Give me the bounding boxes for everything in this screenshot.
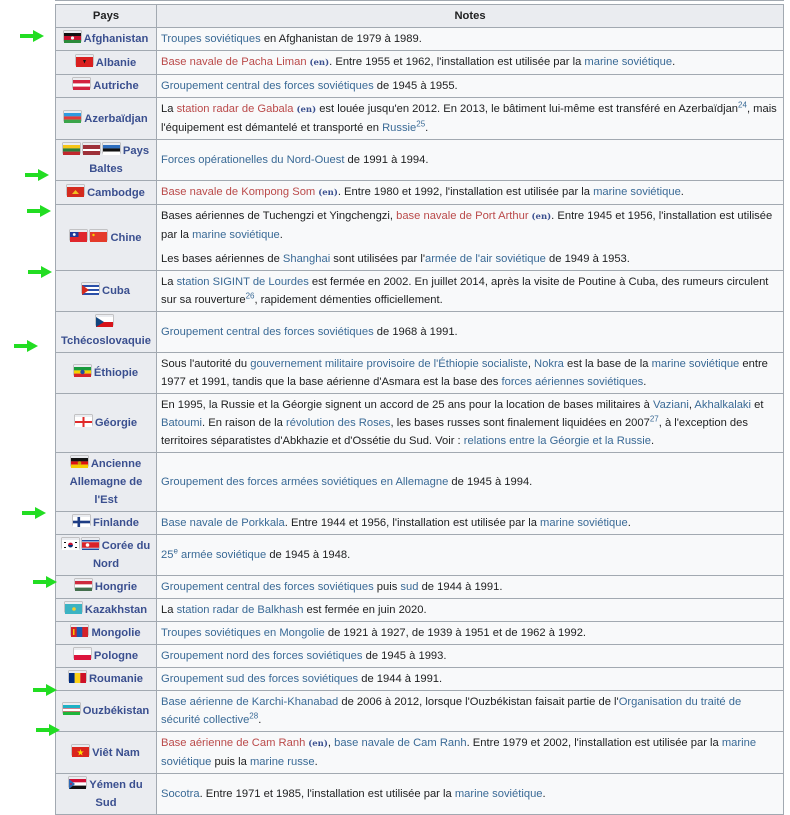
taiwan-flag-icon [70,230,87,240]
column-header-notes[interactable]: Notes [157,5,784,28]
table-row [56,668,784,691]
poland-flag-icon [74,648,91,658]
wiki-link[interactable]: sud [400,581,419,593]
missing-page-link[interactable]: Base navale de Kompong Som [161,186,316,198]
country-cell [56,51,157,75]
green-arrow-icon [20,30,46,42]
interlanguage-en-link[interactable]: (en) [306,58,330,68]
wiki-link[interactable]: Forces opérationelles du Nord-Ouest [161,154,345,166]
country-link[interactable]: Yémen du Sud [89,779,143,809]
country-cell [56,691,157,732]
notes-text: , rapidement démenties officiellement. [254,294,443,306]
azerbaijan-flag-icon [64,111,81,121]
notes-cell [157,205,784,271]
notes-paragraph [161,100,779,137]
country-cell [56,353,157,394]
country-link[interactable]: Corée du Nord [92,540,151,570]
notes-text: est fermée en 2002. En juillet 2014, après la visite de Poutine à Cuba, des rumeurs circulent sur sa rouverture [161,276,769,306]
wiki-link[interactable]: marine soviétique [651,358,740,370]
notes-paragraph [161,207,779,244]
wiki-link[interactable]: Base navale de Porkkala [161,517,285,529]
notes-cell [157,353,784,394]
wiki-link[interactable]: forces aériennes soviétiques [501,376,644,388]
country-cell [56,732,157,774]
missing-page-link[interactable]: Base aérienne de Cam Ranh [161,737,306,749]
table-row [56,622,784,645]
reference-superscript[interactable]: e [173,546,178,556]
south-yemen-flag-icon [69,777,86,787]
notes-text: en Afghanistan de 1979 à 1989. [260,33,422,45]
country-link[interactable]: Autriche [93,80,139,92]
notes-text: , à l'exception des territoires séparatistes d'Abkhazie et d'Ossétie du Sud. Voir : [161,417,748,447]
cambodia-flag-icon [67,185,84,195]
wiki-link[interactable]: Groupement central des forces soviétiques [161,581,374,593]
albania-flag-icon [76,55,93,65]
north-korea-flag-icon [82,538,99,548]
notes-paragraph [161,734,779,771]
column-header-pays[interactable]: Pays [56,5,157,28]
notes-text: . Entre 1979 et 2002, l'installation est utilisée par la [466,737,722,749]
wiki-link[interactable]: station SIGINT de Lourdes [176,276,309,288]
wiki-link[interactable]: marine soviétique [161,737,757,768]
notes-text: . Entre 1971 et 1985, l'installation est utilisée par la [199,788,455,800]
notes-paragraph [161,785,779,803]
country-cell [56,181,157,205]
country-link[interactable]: Afghanistan [83,33,149,45]
interlanguage-en-link[interactable]: (en) [315,188,338,198]
reference-superscript[interactable]: 24 [738,100,747,110]
notes-paragraph [161,546,779,564]
georgia-flag-icon [75,415,92,425]
wiki-link[interactable]: Socotra [161,788,200,800]
notes-paragraph [161,670,779,688]
notes-cell [157,181,784,205]
country-link[interactable]: Roumanie [88,673,144,685]
estonia-flag-icon [103,143,120,153]
notes-text: de 1968 à 1991. [373,326,458,338]
wiki-link[interactable]: Nokra [534,358,564,370]
country-cell [56,576,157,599]
notes-cell [157,140,784,181]
country-cell [56,98,157,140]
wiki-link[interactable]: armée soviétique [177,549,267,561]
wiki-link[interactable]: Groupement des forces armées soviétiques en Allemagne [161,476,449,488]
notes-text: et [751,399,764,411]
missing-page-link[interactable]: base navale de Port Arthur [396,210,529,222]
notes-paragraph [161,514,779,532]
notes-text: . [314,756,318,768]
romania-flag-icon [69,671,86,681]
wiki-link[interactable]: Troupes soviétiques [161,33,261,45]
notes-text: . Entre 1945 et 1956, l'installation est utilisée par la [161,210,773,241]
notes-text: , [327,737,335,749]
latvia-flag-icon [83,143,100,153]
wiki-link[interactable]: marine soviétique [593,186,681,198]
notes-cell [157,512,784,535]
country-cell [56,599,157,622]
country-cell [56,453,157,512]
wiki-link[interactable]: révolution des Roses [286,417,391,429]
notes-text: . [258,714,262,726]
notes-paragraph [161,647,779,665]
country-cell [56,140,157,181]
notes-cell [157,28,784,51]
notes-text: sont utilisées par l' [330,253,425,265]
table-row [56,774,784,815]
south-korea-flag-icon [62,538,79,548]
country-cell [56,312,157,353]
interlanguage-en-link[interactable]: (en) [293,105,317,115]
hungary-flag-icon [75,579,92,589]
table-row [56,75,784,98]
notes-paragraph [161,693,779,729]
notes-cell [157,774,784,815]
ethiopia-flag-icon [74,365,91,375]
notes-text: La [161,276,177,288]
green-arrow-icon [36,724,62,736]
reference-superscript[interactable]: 26 [245,291,255,301]
wiki-link[interactable]: Base aérienne de Karchi-Khanabad [161,696,339,708]
cuba-flag-icon [82,283,99,293]
soviet-bases-table [55,4,784,815]
table-row [56,732,784,774]
notes-text: de 2006 à 2012, lorsque l'Ouzbékistan faisait partie de l' [338,696,619,708]
table-row [56,535,784,576]
notes-paragraph [161,601,779,619]
notes-text: puis la [211,756,250,768]
notes-paragraph [161,624,779,642]
notes-paragraph [161,323,779,341]
header-row [56,5,784,28]
table-row [56,271,784,312]
finland-flag-icon [73,515,90,525]
table-row [56,645,784,668]
wiki-link[interactable]: Shanghai [282,253,331,265]
country-link[interactable]: Finlande [93,517,139,529]
notes-text: La [161,103,177,115]
reference-superscript[interactable]: 28 [249,711,259,721]
notes-paragraph [161,53,779,72]
green-arrow-icon [33,576,59,588]
wiki-link[interactable]: marine russe [249,756,315,768]
country-link[interactable]: Viêt Nam [92,746,140,759]
notes-text: Sous l'autorité du [161,358,251,370]
notes-text: est louée jusqu'en 2012. En 2013, le bâtiment lui-même est transféré en Azerbaïdjan [316,103,739,115]
table-row [56,28,784,51]
country-cell [56,271,157,312]
notes-text: . [643,376,647,388]
notes-text: . [425,122,429,134]
notes-text: . [650,435,655,447]
green-arrow-icon [27,205,53,217]
wiki-link[interactable]: marine soviétique [192,229,280,241]
country-link[interactable]: Cambodge [87,186,145,199]
country-link[interactable]: Azerbaïdjan [84,112,148,125]
uzbekistan-flag-icon [63,703,80,713]
country-link[interactable]: Pologne [93,650,139,662]
green-arrow-icon [25,169,51,181]
wiki-link[interactable]: Groupement nord des forces soviétiques [161,650,363,662]
notes-text: . [680,186,684,198]
notes-paragraph [161,250,779,268]
kazakhstan-flag-icon [65,602,82,612]
notes-text: est la base de la [563,358,652,370]
notes-text: de 1945 à 1994. [448,476,533,488]
country-cell [56,28,157,51]
gdr-flag-icon [71,456,88,466]
notes-text: , [688,399,695,411]
wiki-link[interactable]: base navale de Cam Ranh [334,737,467,749]
table-row [56,691,784,732]
country-cell [56,668,157,691]
table-row [56,51,784,75]
notes-paragraph [161,396,779,450]
notes-paragraph [161,30,779,48]
table-row [56,353,784,394]
country-cell [56,535,157,576]
missing-page-link[interactable]: station radar de Gabala [176,103,294,115]
notes-cell [157,645,784,668]
green-arrow-icon [33,684,59,696]
country-cell [56,394,157,453]
notes-cell [157,622,784,645]
table-row [56,576,784,599]
wiki-link[interactable]: Troupes soviétiques en Mongolie [161,627,325,639]
notes-text: . [672,56,676,68]
table-body [56,28,784,815]
notes-paragraph [161,273,779,309]
wiki-link[interactable]: Groupement central des forces soviétiques [161,326,374,338]
country-cell [56,512,157,535]
notes-text: , les bases russes sont finalement liquidées en 2007 [390,417,650,429]
notes-text: de 1991 à 1994. [344,154,429,166]
notes-text: de 1944 à 1991. [358,673,443,685]
notes-cell [157,98,784,140]
wiki-link[interactable]: gouvernement militaire provisoire de l'Éthiopie socialiste [250,358,528,370]
notes-cell [157,312,784,353]
notes-paragraph [161,151,779,169]
table-row [56,312,784,353]
notes-text: entre 1977 et 1991, tandis que la base aérienne d'Asmara est la base des [161,358,768,388]
table-row [56,205,784,271]
missing-page-link[interactable]: Base navale de Pacha Liman [161,56,307,68]
czech-flag-icon [96,315,113,325]
notes-paragraph [161,77,779,95]
notes-text: , [527,358,535,370]
notes-text: . [627,517,631,529]
country-link[interactable]: Chine [110,231,142,244]
notes-cell [157,691,784,732]
notes-cell [157,732,784,774]
wiki-link[interactable]: relations entre la Géorgie et la Russie [463,435,651,447]
country-cell [56,205,157,271]
wiki-link[interactable]: Vaziani [652,399,689,411]
wiki-link[interactable]: Russie [382,122,417,134]
notes-cell [157,75,784,98]
green-arrow-icon [28,266,54,278]
notes-cell [157,51,784,75]
country-link[interactable]: Cuba [102,285,130,297]
country-link[interactable]: Tchécoslovaquie [61,335,151,347]
country-link[interactable]: Ancienne Allemagne de l'Est [69,458,143,506]
notes-text: La [161,604,177,616]
notes-paragraph [161,355,779,391]
notes-text: de 1945 à 1955. [373,80,458,92]
lithuania-flag-icon [63,143,80,153]
notes-text: . Entre 1955 et 1962, l'installation est utilisée par la [329,56,585,68]
wiki-link[interactable]: Groupement sud des forces soviétiques [161,673,359,685]
notes-text: de 1945 à 1948. [266,549,351,561]
notes-cell [157,394,784,453]
country-cell [56,622,157,645]
country-link[interactable]: Albanie [95,56,137,69]
wiki-link[interactable]: armée de l'air soviétique [424,253,546,265]
notes-text: , mais l'équipement est démantelé et transporté en [161,103,777,134]
wiki-link[interactable]: Batoumi [161,417,203,429]
notes-cell [157,453,784,512]
notes-text: . [279,229,283,241]
notes-paragraph [161,183,779,202]
wiki-link[interactable]: 25 [161,549,174,561]
notes-text: est fermée en juin 2020. [303,604,427,616]
notes-paragraph [161,578,779,596]
interlanguage-en-link[interactable]: (en) [305,739,328,749]
wiki-link[interactable]: Organisation du traité de sécurité collective [161,696,742,726]
notes-cell [157,576,784,599]
country-cell [56,75,157,98]
country-cell [56,774,157,815]
china-flag-icon [90,230,107,240]
mongolia-flag-icon [71,625,88,635]
wiki-link[interactable]: station radar de Balkhash [176,604,304,616]
notes-cell [157,271,784,312]
notes-text: puis [373,581,401,593]
notes-text: de 1944 à 1991. [418,581,503,593]
green-arrow-icon [14,340,40,352]
notes-cell [157,668,784,691]
table-row [56,512,784,535]
notes-cell [157,535,784,576]
reference-superscript[interactable]: 25 [416,119,426,129]
table-row [56,394,784,453]
wiki-link[interactable]: marine soviétique [540,517,628,529]
green-arrow-icon [22,507,48,519]
table-row [56,98,784,140]
top-rule [55,0,784,1]
country-link[interactable]: Pays Baltes [89,145,150,175]
table-row [56,181,784,205]
country-link[interactable]: Ouzbékistan [82,705,150,717]
notes-text: de 1945 à 1993. [362,650,447,662]
notes-text: En 1995, la Russie et la Géorgie signent un accord de 25 ans pour la location de bases militaires à [161,399,653,411]
notes-text: Bases aériennes de Tuchengzi et Yingchengzi, [161,210,397,222]
notes-text: . Entre 1980 et 1992, l'installation est utilisée par la [337,186,594,198]
table-row [56,140,784,181]
notes-text: . Entre 1944 et 1956, l'installation est utilisée par la [284,517,541,529]
country-cell [56,645,157,668]
reference-superscript[interactable]: 27 [649,414,659,424]
notes-text: Les bases aériennes de [161,253,283,265]
country-link[interactable]: Éthiopie [93,367,139,379]
country-link[interactable]: Géorgie [94,417,138,429]
wiki-link[interactable]: marine soviétique [584,56,673,68]
wiki-link[interactable]: Groupement central des forces soviétiques [161,80,374,92]
table-row [56,599,784,622]
notes-text: de 1949 à 1953. [545,253,630,265]
wiki-link[interactable]: marine soviétique [454,788,543,800]
interlanguage-en-link[interactable]: (en) [528,212,552,222]
austria-flag-icon [73,78,90,88]
country-link[interactable]: Mongolie [91,627,141,639]
notes-paragraph [161,473,779,491]
notes-text: . En raison de la [202,417,287,429]
notes-text: de 1921 à 1927, de 1939 à 1951 et de 1962 à 1992. [324,627,587,639]
afghanistan-flag-icon [64,31,81,41]
notes-cell [157,599,784,622]
notes-text: . [542,788,546,800]
wiki-link[interactable]: Akhalkalaki [694,399,752,411]
country-link[interactable]: Kazakhstan [84,604,148,616]
country-link[interactable]: Hongrie [94,581,138,593]
table-row [56,453,784,512]
